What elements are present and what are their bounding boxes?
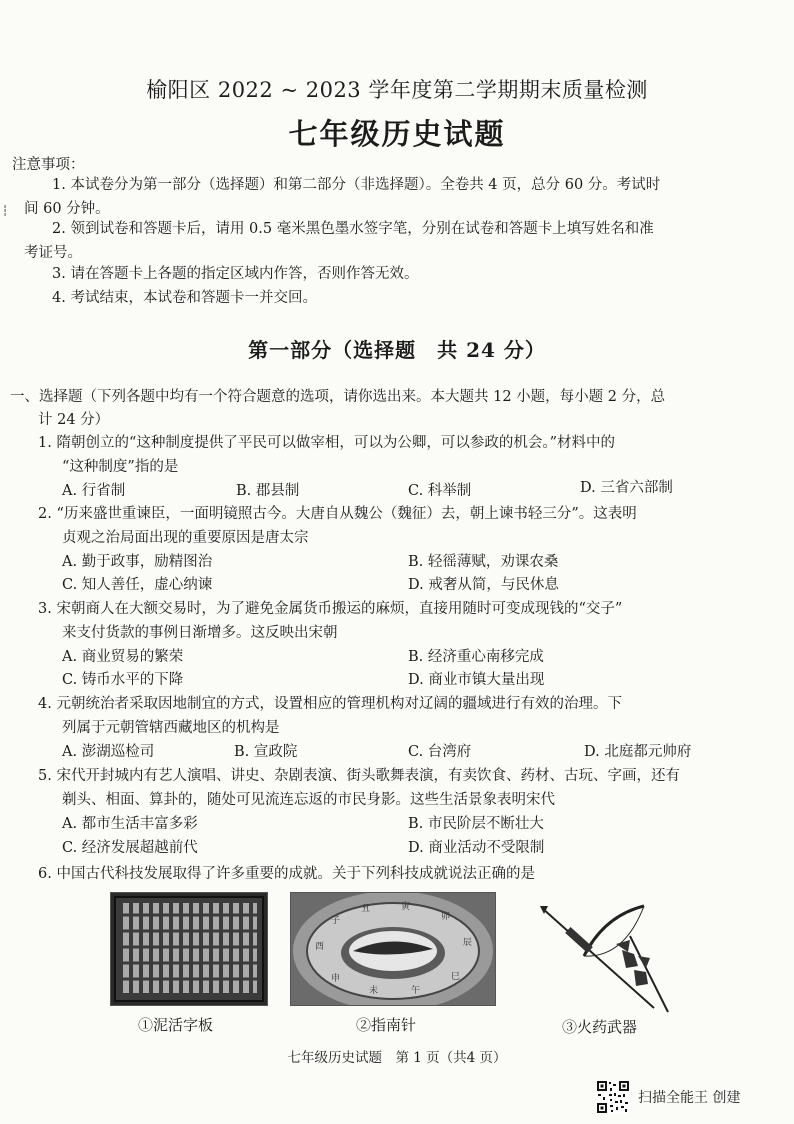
option-c: C. 科举制 (408, 483, 472, 499)
option-d: D. 商业活动不受限制 (408, 840, 545, 856)
option-b: B. 郡县制 (236, 483, 300, 499)
question-stem: 2. “历来盛世重谏臣，一面明镜照古今。大唐自从魏公（魏征）去，朝上谏书轻三分”。这表明 (38, 506, 637, 522)
svg-text:申: 申 (331, 974, 341, 984)
option-b: B. 经济重心南移完成 (408, 649, 544, 665)
question-stem: 3. 宋朝商人在大额交易时，为了避免金属货币搬运的麻烦，直接用随时可变成现钱的“交子” (38, 601, 623, 617)
option-d: D. 戒奢从简，与民休息 (408, 577, 559, 593)
note-line: 4. 考试结束，本试卷和答题卡一并交回。 (52, 290, 317, 306)
notes-title: 注意事项： (12, 157, 85, 173)
option-c: C. 铸币水平的下降 (62, 672, 184, 688)
section-title: 第一部分（选择题 共 24 分） (248, 338, 546, 362)
page-footer: 七年级历史试题 第 1 页（共4 页） (287, 1050, 507, 1066)
svg-text:卯: 卯 (441, 912, 451, 922)
option-b: B. 宣政院 (234, 744, 298, 760)
exam-subject-title: 七年级历史试题 (288, 117, 506, 151)
note-line: 3. 请在答题卡上各题的指定区域内作答，否则作答无效。 (52, 266, 419, 282)
option-b: B. 市民阶层不断壮大 (408, 816, 544, 832)
image-caption: ②指南针 (356, 1016, 417, 1034)
question-stem: 列属于元朝管辖西藏地区的机构是 (62, 720, 280, 736)
question-stem: “这种制度”指的是 (62, 459, 179, 475)
option-b: B. 轻徭薄赋，劝课农桑 (408, 554, 559, 570)
scanner-label: 扫描全能王 创建 (638, 1090, 741, 1106)
image-caption: ①泥活字板 (138, 1016, 214, 1034)
note-line: 2. 领到试卷和答题卡后，请用 0.5 毫米黑色墨水签字笔，分别在试卷和答题卡上填写姓名和准 (52, 221, 654, 237)
svg-text:子: 子 (331, 916, 341, 926)
svg-text:丑: 丑 (361, 904, 371, 914)
svg-text:未: 未 (369, 986, 379, 996)
question-stem: 6. 中国古代科技发展取得了许多重要的成就。关于下列科技成就说法正确的是 (38, 866, 535, 882)
question-stem: 剃头、相面、算卦的，随处可见流连忘返的市民身影。这些生活景象表明宋代 (62, 792, 555, 808)
option-d: D. 北庭都元帅府 (584, 744, 692, 760)
question-stem: 贞观之治局面出现的重要原因是唐太宗 (62, 530, 309, 546)
option-a: A. 勤于政事，励精图治 (62, 554, 213, 570)
option-c: C. 知人善任，虚心纳谏 (62, 577, 213, 593)
note-line: 间 60 分钟。 (24, 201, 110, 217)
svg-text:酉: 酉 (315, 942, 325, 952)
section-intro: 计 24 分） (38, 412, 110, 428)
section-intro: 一、选择题（下列各题中均有一个符合题意的选项，请你选出来。本大题共 12 小题，每小题 2 分，总 (10, 389, 666, 405)
option-a: A. 都市生活丰富多彩 (62, 816, 198, 832)
qr-code-icon (596, 1080, 630, 1114)
svg-text:午: 午 (411, 986, 421, 996)
option-d: D. 三省六部制 (580, 480, 673, 496)
question-stem: 来支付货款的事例日渐增多。这反映出宋朝 (62, 625, 338, 641)
option-c: C. 经济发展超越前代 (62, 840, 198, 856)
note-line: 考证号。 (24, 245, 82, 261)
question-stem: 4. 元朝统治者采取因地制宜的方式，设置相应的管理机构对辽阔的疆域进行有效的治理。下 (38, 696, 622, 712)
scanner-watermark (596, 1080, 740, 1114)
compass-icon (290, 892, 496, 1006)
movable-type-plate-icon (110, 892, 268, 1006)
option-d: D. 商业市镇大量出现 (408, 672, 545, 688)
option-a: A. 行省制 (62, 483, 126, 499)
gunpowder-weapon-icon (534, 896, 694, 1014)
exam-header: 榆阳区 2022 ~ 2023 学年度第二学期期末质量检测 (146, 78, 648, 102)
svg-text:寅: 寅 (401, 902, 411, 912)
option-a: A. 澎湖巡检司 (62, 744, 155, 760)
question-stem: 5. 宋代开封城内有艺人演唱、讲史、杂剧表演、街头歌舞表演，有卖饮食、药材、古玩、字画，还有 (38, 768, 680, 784)
margin-mark: ┆ (2, 206, 9, 217)
svg-text:巳: 巳 (451, 972, 461, 982)
image-caption: ③火药武器 (562, 1018, 638, 1036)
option-c: C. 台湾府 (408, 744, 472, 760)
question-stem: 1. 隋朝创立的“这种制度提供了平民可以做宰相，可以为公卿，可以参政的机会。”材料中的 (38, 435, 616, 451)
note-line: 1. 本试卷分为第一部分（选择题）和第二部分（非选择题）。全卷共 4 页，总分 60 分。考试时 (52, 177, 661, 193)
svg-text:辰: 辰 (463, 938, 473, 948)
option-a: A. 商业贸易的繁荣 (62, 649, 184, 665)
